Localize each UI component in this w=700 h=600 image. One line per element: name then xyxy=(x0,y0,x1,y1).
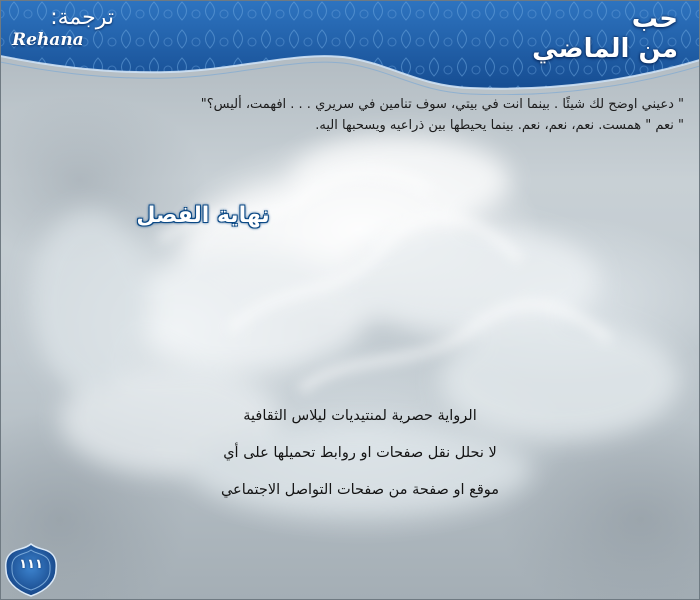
copyright-notice xyxy=(150,398,570,509)
notice-line: لا نحلل نقل صفحات او روابط تحميلها على أي xyxy=(223,445,497,461)
book-title-line2: من الماضي xyxy=(532,34,678,64)
book-title-line1: حب xyxy=(631,4,678,34)
story-text xyxy=(200,94,684,136)
chapter-end-heading: نهاية الفصل xyxy=(136,203,270,228)
notice-line: الرواية حصرية لمنتيديات ليلاس الثقافية xyxy=(243,408,477,424)
translator-label: ترجمة: xyxy=(50,5,114,30)
translator-name: Rehana xyxy=(12,30,84,50)
translator-credit xyxy=(8,6,118,50)
story-line: " دعيني اوضح لك شيئًا . بينما انت في بيتي، سوف تنامين في سريري . . . افهمت، أليس؟" xyxy=(200,97,684,112)
book-title xyxy=(478,4,678,64)
story-line: " نعم " همست. نعم، نعم، نعم. بينما يحيطها بين ذراعيه ويسحبها اليه. xyxy=(315,118,684,133)
page-number: ١١١ xyxy=(19,557,43,572)
notice-line: موقع او صفحة من صفحات التواصل الاجتماعي xyxy=(220,482,500,498)
